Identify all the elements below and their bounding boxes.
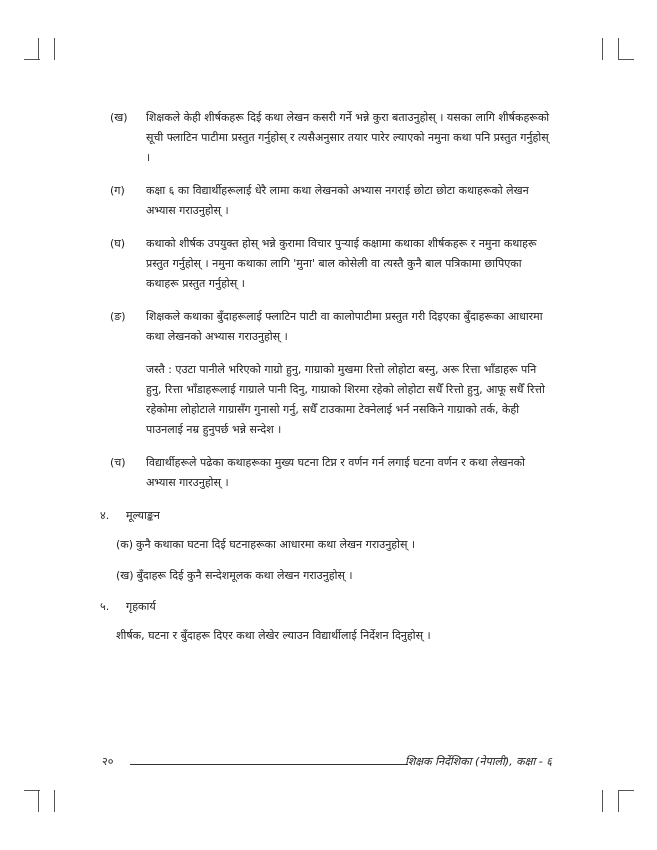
page-number: २०	[102, 755, 114, 768]
section-number: ४.	[100, 509, 110, 522]
section-number: ५.	[100, 600, 110, 613]
crop-mark	[602, 790, 603, 812]
crop-mark	[602, 38, 603, 60]
list-item	[110, 307, 550, 347]
item-text: शिक्षकले केही शीर्षकहरू दिई कथा लेखन कसरी गर्ने भन्ने कुरा बताउनुहोस् । यसका लागि शीर्षकहरूको सूची फ्लाटिन पाटीमा प्रस्तुत गर्नुहोस् र त्यसैअनुसार तयार पारेर ल्याएको नमुना कथा पनि प्रस्तुत गर्नुहोस् ।	[146, 111, 550, 164]
list-item	[116, 535, 550, 555]
item-text: कथाको शीर्षक उपयुक्त होस् भन्ने कुरामा विचार पुऱ्याई कक्षामा कथाका शीर्षकहरू र नमुना कथाहरू प्रस्तुत गर्नुहोस् । नमुना कथाका लागि 'मुना' बाल कोसेली वा त्यस्तै कुनै बाल पत्रिकामा छापिएका कथाहरू प्रस्तुत गर्नुहोस् ।	[146, 237, 537, 290]
item-text: विद्यार्थीहरूले पढेका कथाहरूका मुख्य घटना टिप्न र वर्णन गर्न लगाई घटना वर्णन र कथा लेखनको अभ्यास गारउनुहोस् ।	[146, 456, 525, 489]
item-label: (ङ)	[110, 310, 126, 323]
item-text: कक्षा ६ का विद्यार्थीहरूलाई धेरै लामा कथा लेखनको अभ्यास नगराई छोटा छोटा कथाहरूको लेखन अभ्यास गराउनुहोस् ।	[146, 184, 529, 217]
crop-mark	[24, 59, 40, 60]
list-item	[110, 453, 550, 493]
footer-rule	[130, 764, 408, 765]
item-label: (ख)	[116, 569, 134, 582]
crop-mark	[24, 790, 40, 791]
list-item	[110, 181, 550, 221]
crop-mark	[618, 790, 619, 812]
item-label: (ख)	[110, 111, 128, 124]
item-label: (क)	[116, 538, 134, 551]
crop-mark	[38, 790, 39, 812]
crop-mark	[618, 38, 619, 60]
section-title: गृहकार्य	[126, 600, 156, 613]
crop-mark	[38, 38, 39, 60]
item-label: (घ)	[110, 237, 126, 250]
item-label: (च)	[110, 456, 126, 469]
page-content	[100, 108, 550, 646]
crop-mark	[54, 38, 55, 60]
list-item	[110, 234, 550, 294]
list-item	[110, 108, 550, 168]
page-footer	[102, 752, 552, 774]
crop-mark	[618, 59, 634, 60]
list-item	[116, 566, 550, 586]
item-text: शिक्षकले कथाका बुँदाहरूलाई फ्लाटिन पाटी वा कालोपाटीमा प्रस्तुत गरी दिइएका बुँदाहरूका आधारमा कथा लेखनको अभ्यास गराउनुहोस् ।	[146, 310, 543, 343]
section-heading	[100, 506, 550, 526]
section-heading	[100, 597, 550, 617]
item-label: (ग)	[110, 184, 125, 197]
item-text: बुँदाहरू दिई कुनै सन्देशमूलक कथा लेखन गराउनुहोस् ।	[136, 569, 353, 582]
footer-title: शिक्षक निर्देशिका (नेपाली), कक्षा - ६	[404, 755, 552, 768]
example-paragraph: जस्तै : एउटा पानीले भरिएको गाग्रो हुनु, गाग्राको मुखमा रित्तो लोहोटा बस्नु, अरू रित्ता भाँडाहरू पनि हुनु, रित्ता भाँडाहरूलाई गाग्राले पानी दिनु, गाग्राको शिरमा रहेको लोहोटा सधैँ रित्तो हुनु, आफू सधैँ रित्तो रहेकोमा लोहोटाले गाग्रासँग गुनासो गर्नु, सधैँ टाउकामा टेक्नेलाई भर्न नसकिने गाग्राको तर्क, केही पाउनलाई नम्र हुनुपर्छ भन्ने सन्देश ।	[146, 363, 545, 436]
crop-mark	[618, 790, 634, 791]
item-text: कुनै कथाका घटना दिई घटनाहरूका आधारमा कथा लेखन गराउनुहोस् ।	[136, 538, 416, 551]
section-paragraph: शीर्षक, घटना र बुँदाहरू दिएर कथा लेखेर ल्याउन विद्यार्थीलाई निर्देशन दिनुहोस् ।	[116, 629, 431, 642]
crop-mark	[54, 790, 55, 812]
section-title: मूल्याङ्कन	[126, 509, 160, 522]
